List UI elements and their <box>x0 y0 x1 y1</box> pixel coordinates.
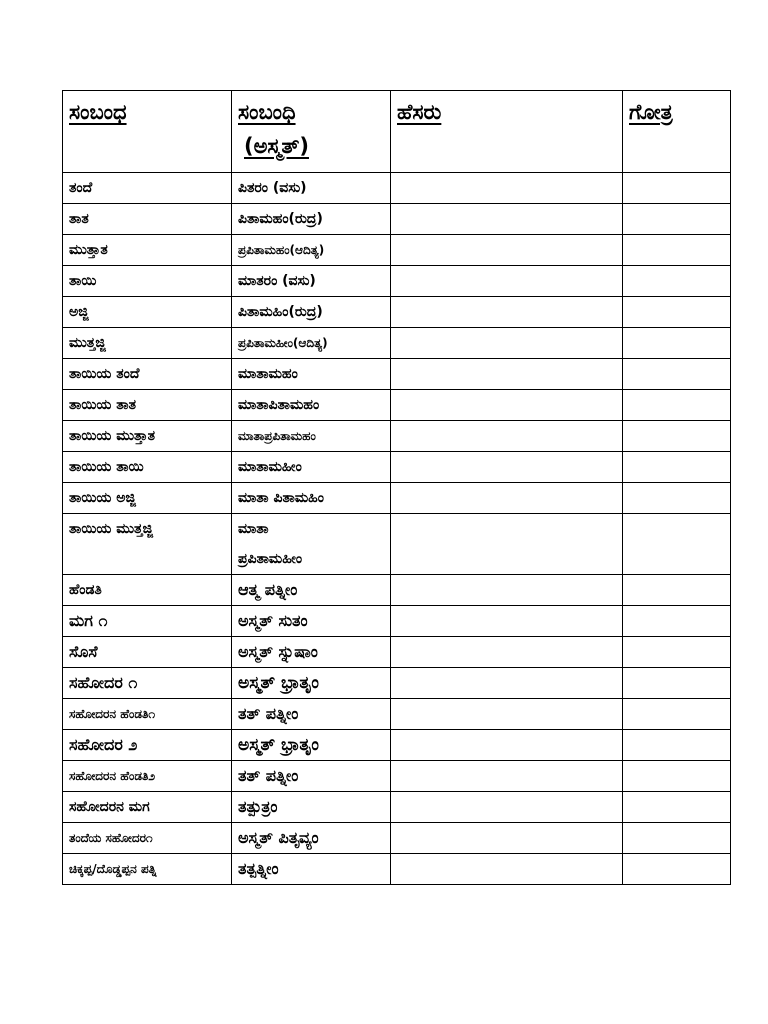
relative-cell: ಪಿತರಂ (ವಸು) <box>232 173 391 204</box>
table-row <box>63 761 731 792</box>
relative-cell <box>232 514 391 575</box>
relations-sheet <box>62 90 731 885</box>
table-row <box>63 328 731 359</box>
relative-cell: ಅಸ್ಮತ್ ಸ್ನುಷಾಂ <box>232 637 391 668</box>
relative-cell: ತತ್ ಪತ್ನೀಂ <box>232 761 391 792</box>
header-row <box>63 91 731 173</box>
name-cell[interactable] <box>391 606 623 637</box>
relation-cell: ಹೆಂಡತಿ <box>63 575 232 606</box>
relative-cell: ಪ್ರಪಿತಾಮಹೀಂ(ಆದಿತ್ಯ) <box>232 328 391 359</box>
table-row <box>63 823 731 854</box>
name-cell[interactable] <box>391 823 623 854</box>
relations-table <box>62 90 731 885</box>
name-cell[interactable] <box>391 297 623 328</box>
header-gotra: ಗೋತ್ರ <box>623 91 731 173</box>
name-cell[interactable] <box>391 761 623 792</box>
table-row <box>63 359 731 390</box>
gotra-cell[interactable] <box>623 452 731 483</box>
relative-cell: ಮಾತಾಪ್ರಪಿತಾಮಹಂ <box>232 421 391 452</box>
relative-line1: ಮಾತಾ <box>238 521 269 537</box>
relation-cell: ತಾಯಿಯ ಮುತ್ತಜ್ಜಿ <box>63 514 232 575</box>
header-relation: ಸಂಬಂಧ <box>63 91 232 173</box>
header-relative-line1: ಸಂಬಂಧಿ <box>238 100 296 124</box>
name-cell[interactable] <box>391 204 623 235</box>
relative-cell: ಪಿತಾಮಹಿಂ(ರುದ್ರ) <box>232 297 391 328</box>
header-name: ಹೆಸರು <box>391 91 623 173</box>
relative-cell: ಮಾತರಂ (ವಸು) <box>232 266 391 297</box>
relative-cell: ತತ್ಪತ್ನೀಂ <box>232 854 391 885</box>
header-relative-line2: (ಅಸ್ಮತ್) <box>244 134 309 158</box>
table-row <box>63 854 731 885</box>
table-row <box>63 575 731 606</box>
table-row <box>63 483 731 514</box>
relation-cell: ಸಹೋದರನ ಮಗ <box>63 792 232 823</box>
relation-cell: ತಂದೆ <box>63 173 232 204</box>
table-row <box>63 235 731 266</box>
relation-cell: ತಾಯಿಯ ತಾತ <box>63 390 232 421</box>
gotra-cell[interactable] <box>623 792 731 823</box>
gotra-cell[interactable] <box>623 173 731 204</box>
gotra-cell[interactable] <box>623 575 731 606</box>
table-row <box>63 637 731 668</box>
gotra-cell[interactable] <box>623 328 731 359</box>
name-cell[interactable] <box>391 266 623 297</box>
relation-cell: ಮಗ ೧ <box>63 606 232 637</box>
name-cell[interactable] <box>391 235 623 266</box>
gotra-cell[interactable] <box>623 823 731 854</box>
relation-cell: ತಾಯಿಯ ತಾಯಿ <box>63 452 232 483</box>
relation-cell: ಸಹೋದರನ ಹೆಂಡತಿ೧ <box>63 699 232 730</box>
gotra-cell[interactable] <box>623 390 731 421</box>
table-row <box>63 390 731 421</box>
relation-cell: ಮುತ್ತಾತ <box>63 235 232 266</box>
relative-cell: ಮಾತಾಮಹೀಂ <box>232 452 391 483</box>
relative-cell: ಅಸ್ಮತ್ ಸುತಂ <box>232 606 391 637</box>
table-row <box>63 699 731 730</box>
table-row <box>63 514 731 575</box>
header-relative <box>232 91 391 173</box>
table-row <box>63 297 731 328</box>
gotra-cell[interactable] <box>623 730 731 761</box>
gotra-cell[interactable] <box>623 297 731 328</box>
relative-cell: ಪಿತಾಮಹಂ(ರುದ್ರ) <box>232 204 391 235</box>
gotra-cell[interactable] <box>623 235 731 266</box>
table-row <box>63 173 731 204</box>
table-row <box>63 792 731 823</box>
gotra-cell[interactable] <box>623 359 731 390</box>
relation-cell: ಸಹೋದರನ ಹೆಂಡತಿ೨ <box>63 761 232 792</box>
name-cell[interactable] <box>391 514 623 575</box>
relation-cell: ಸಹೋದರ ೨ <box>63 730 232 761</box>
gotra-cell[interactable] <box>623 637 731 668</box>
relation-cell: ತಾಯಿಯ ತಂದೆ <box>63 359 232 390</box>
relation-cell: ತಾತ <box>63 204 232 235</box>
name-cell[interactable] <box>391 359 623 390</box>
gotra-cell[interactable] <box>623 854 731 885</box>
gotra-cell[interactable] <box>623 699 731 730</box>
name-cell[interactable] <box>391 637 623 668</box>
name-cell[interactable] <box>391 173 623 204</box>
table-row <box>63 452 731 483</box>
gotra-cell[interactable] <box>623 514 731 575</box>
table-row <box>63 668 731 699</box>
name-cell[interactable] <box>391 730 623 761</box>
name-cell[interactable] <box>391 328 623 359</box>
relation-cell: ಸಹೋದರ ೧ <box>63 668 232 699</box>
gotra-cell[interactable] <box>623 421 731 452</box>
relative-line2: ಪ್ರಪಿತಾಮಹೀಂ <box>238 551 303 567</box>
gotra-cell[interactable] <box>623 204 731 235</box>
name-cell[interactable] <box>391 483 623 514</box>
table-row <box>63 204 731 235</box>
relation-cell: ಚಿಕ್ಕಪ್ಪ/ದೊಡ್ಡಪ್ಪನ ಪತ್ನಿ <box>63 854 232 885</box>
relation-cell: ತಾಯಿ <box>63 266 232 297</box>
gotra-cell[interactable] <box>623 266 731 297</box>
name-cell[interactable] <box>391 575 623 606</box>
table-row <box>63 730 731 761</box>
relative-cell: ಮಾತಾ ಪಿತಾಮಹಿಂ <box>232 483 391 514</box>
relation-cell: ತಾಯಿಯ ಮುತ್ತಾತ <box>63 421 232 452</box>
relative-cell: ಪ್ರಪಿತಾಮಹಂ(ಆದಿತ್ಯ) <box>232 235 391 266</box>
gotra-cell[interactable] <box>623 483 731 514</box>
name-cell[interactable] <box>391 452 623 483</box>
gotra-cell[interactable] <box>623 668 731 699</box>
relative-cell: ತತ್ ಪತ್ನೀಂ <box>232 699 391 730</box>
name-cell[interactable] <box>391 792 623 823</box>
relative-cell: ಮಾತಾಪಿತಾಮಹಂ <box>232 390 391 421</box>
relation-cell: ಸೊಸೆ <box>63 637 232 668</box>
relative-cell: ಅಸ್ಮತ್ ಭ್ರಾತೃಂ <box>232 730 391 761</box>
relation-cell: ತಾಯಿಯ ಅಜ್ಜಿ <box>63 483 232 514</box>
relative-cell: ತತ್ಪುತ್ರಂ <box>232 792 391 823</box>
table-row <box>63 421 731 452</box>
table-row <box>63 606 731 637</box>
table-row <box>63 266 731 297</box>
gotra-cell[interactable] <box>623 606 731 637</box>
name-cell[interactable] <box>391 390 623 421</box>
name-cell[interactable] <box>391 854 623 885</box>
gotra-cell[interactable] <box>623 761 731 792</box>
name-cell[interactable] <box>391 699 623 730</box>
relative-cell: ಆತ್ಮ ಪತ್ನೀಂ <box>232 575 391 606</box>
name-cell[interactable] <box>391 421 623 452</box>
relative-cell: ಅಸ್ಮತ್ ಭ್ರಾತೃಂ <box>232 668 391 699</box>
relation-cell: ತಂದೆಯ ಸಹೋದರ೧ <box>63 823 232 854</box>
relative-cell: ಅಸ್ಮತ್ ಪಿತೃವ್ಯಂ <box>232 823 391 854</box>
relation-cell: ಮುತ್ತಜ್ಜಿ <box>63 328 232 359</box>
relative-cell: ಮಾತಾಮಹಂ <box>232 359 391 390</box>
name-cell[interactable] <box>391 668 623 699</box>
relation-cell: ಅಜ್ಜಿ <box>63 297 232 328</box>
